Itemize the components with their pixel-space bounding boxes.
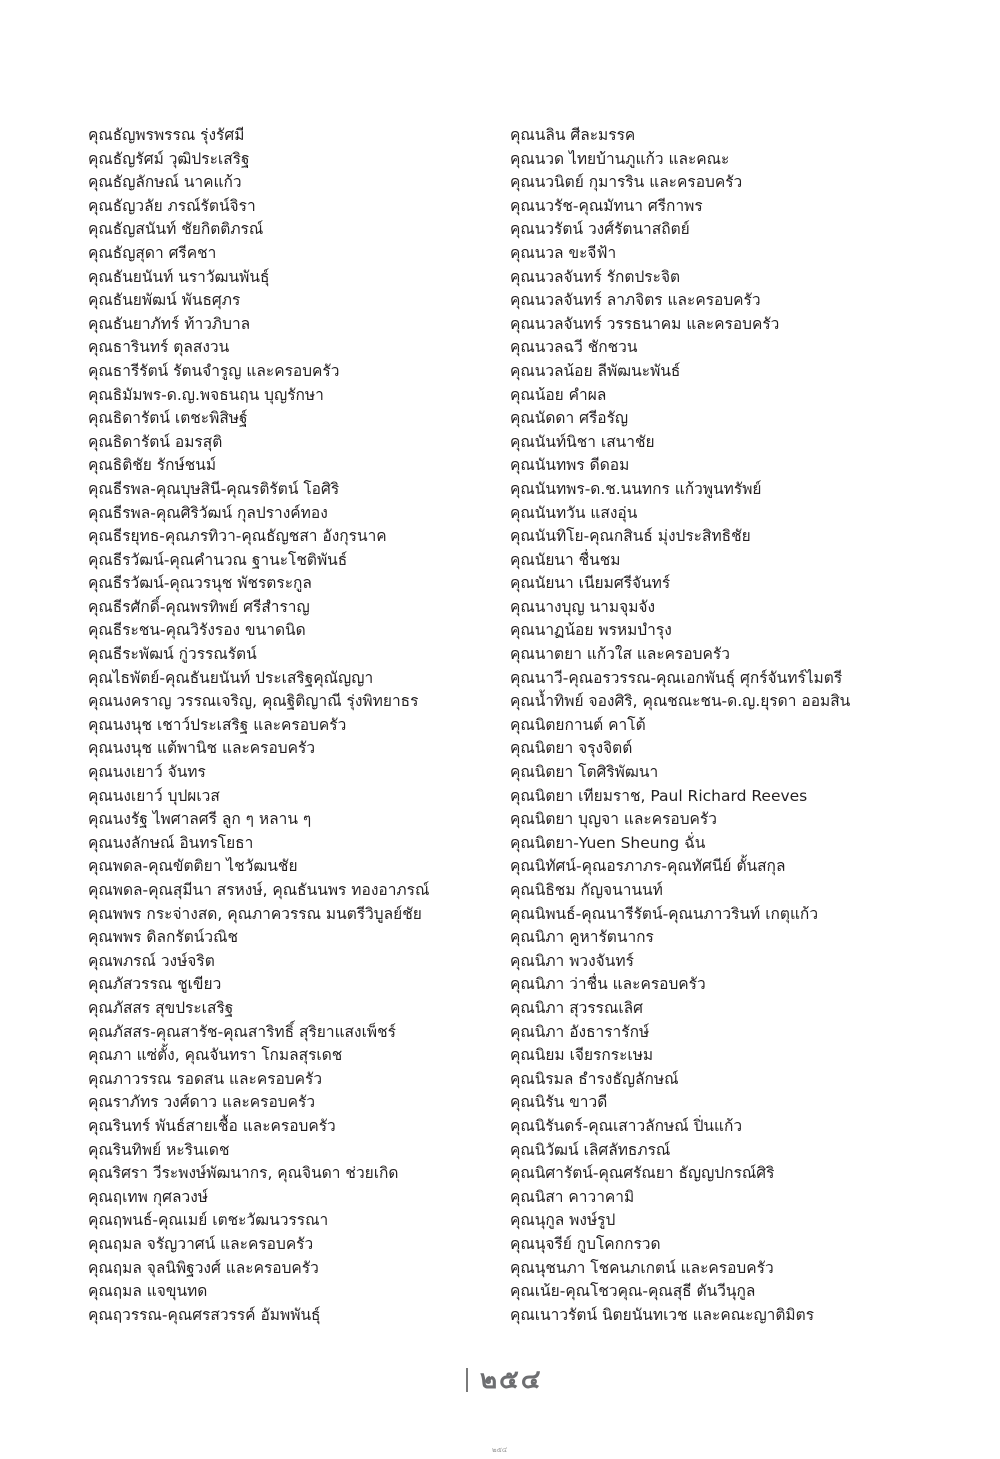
name-entry: คุณนันทพร-ด.ช.นนทกร แก้วพูนทรัพย์ xyxy=(510,479,762,498)
name-entry: คุณน้ำทิพย์ จองศิริ, คุณชณะชน-ด.ญ.ยุรดา ออมสิน xyxy=(510,692,851,711)
name-entry: คุณนิภา ว่าชื่น และครอบครัว xyxy=(510,975,706,994)
name-entry: คุณนิรันดร์-คุณเสาวลักษณ์ ปิ่นแก้ว xyxy=(510,1116,743,1135)
name-entry: คุณนุชนภา โชคนภเกตน์ และครอบครัว xyxy=(510,1258,774,1277)
name-entry: คุณนงรัฐ ไพศาลศรี ลูก ๆ หลาน ๆ xyxy=(88,810,312,829)
name-entry: คุณธีระชน-คุณวิรังรอง ขนาดนิด xyxy=(88,621,306,640)
name-entry: คุณนาตยา แก้วใส และครอบครัว xyxy=(510,645,730,664)
name-entry: คุณธีรยุทธ-คุณภรทิวา-คุณธัญชสา อังกุรนาค xyxy=(88,527,387,546)
name-entry: คุณนวล ขะจีฟ้า xyxy=(510,243,617,262)
name-entry: คุณพพร ดิลกรัตน์วณิช xyxy=(88,928,238,947)
name-entry: คุณนวนิตย์ กุมารริน และครอบครัว xyxy=(510,173,743,192)
name-entry: คุณธันยพัฒน์ พันธศุภร xyxy=(88,291,241,310)
name-entry: คุณภา แซ่ตั้ง, คุณจันทรา โกมลสุรเดช xyxy=(88,1046,343,1065)
name-entry: คุณธัญรัศม์ วุฒิประเสริฐ xyxy=(88,149,250,168)
name-entry: คุณธีรศักดิ์-คุณพรทิพย์ ศรีสำราญ xyxy=(88,597,310,616)
name-entry: คุณฤมล จรัญวาศน์ และครอบครัว xyxy=(88,1234,314,1253)
name-entry: คุณนงเยาว์ บุปผเวส xyxy=(88,786,220,805)
name-entry: คุณนิทัศน์-คุณอรภาภร-คุณทัศนีย์ ตั้นสกุล xyxy=(510,857,786,876)
name-entry: คุณนวรัตน์ วงศ์รัตนาสถิตย์ xyxy=(510,220,690,239)
name-entry: คุณรินทร์ พันธ์สายเชื้อ และครอบครัว xyxy=(88,1116,336,1135)
name-entry: คุณธีรพล-คุณศิริวัฒน์ กุลปรางค์ทอง xyxy=(88,503,328,522)
name-entry: คุณธารินทร์ ตุลสงวน xyxy=(88,338,230,357)
name-entry: คุณนวลจันทร์ รักตประจิต xyxy=(510,267,681,286)
name-entry: คุณธารีรัตน์ รัตนจำรูญ และครอบครัว xyxy=(88,361,340,380)
name-entry: คุณนวลน้อย ลีพัฒนะพันธ์ xyxy=(510,361,681,380)
name-entry: คุณธันยนันท์ นราวัฒนพันธุ์ xyxy=(88,267,270,286)
name-entry: คุณรินทิพย์ หะรินเดช xyxy=(88,1140,230,1159)
name-entry: คุณนันทิโย-คุณกสินธ์ มุ่งประสิทธิชัย xyxy=(510,527,751,546)
name-entry: คุณธัญวลัย ภรณ์รัตน์จิรา xyxy=(88,196,256,215)
name-entry: คุณนิธิชม กัญจนานนท์ xyxy=(510,881,663,899)
name-entry: คุณนันทวัน แสงอุ่น xyxy=(510,503,638,522)
name-entry: คุณธีระพัฒน์ กู่วรรณรัตน์ xyxy=(88,645,257,664)
name-entry: คุณฤวรรณ-คุณศรสวรรค์ อัมพพันธุ์ xyxy=(88,1305,321,1324)
name-entry: คุณภัสสร สุขประเสริฐ xyxy=(88,998,234,1017)
name-entry: คุณฤพนธ์-คุณเมย์ เตชะวัฒนวรรณา xyxy=(88,1211,329,1230)
name-entry: คุณธัญสนันท์ ชัยกิตติภรณ์ xyxy=(88,220,264,239)
name-entry: คุณนิรัน ขาวดี xyxy=(510,1093,608,1112)
name-entry: คุณธันยาภัทร์ ท้าวภิบาล xyxy=(88,314,251,333)
name-entry: คุณนวลจันทร์ ลาภจิตร และครอบครัว xyxy=(510,291,761,310)
name-entry: คุณนันทพร ดีดอม xyxy=(510,456,630,475)
name-entry: คุณนุจรีย์ กูบโคกกรวด xyxy=(510,1234,661,1253)
name-entry: คุณนัยนา ชื่นชม xyxy=(510,550,621,569)
name-entry: คุณนิภา พวงจันทร์ xyxy=(510,951,634,970)
name-entry: คุณภัสวรรณ ชูเขียว xyxy=(88,975,222,994)
name-entry: คุณนันท์นิชา เสนาชัย xyxy=(510,432,655,451)
name-entry: คุณธัญลักษณ์ นาคแก้ว xyxy=(88,173,242,192)
name-entry: คุณพดล-คุณสุมีนา สรหงษ์, คุณธันนพร ทองอาภรณ์ xyxy=(88,881,430,899)
name-list-right xyxy=(510,124,980,1327)
name-entry: คุณนงลักษณ์ อินทรโยธา xyxy=(88,833,254,852)
name-entry: คุณธีรวัฒน์-คุณวรนุช พัชรตระกูล xyxy=(88,574,312,593)
name-entry: คุณนิตยา โตศิริพัฒนา xyxy=(510,763,659,782)
name-entry: คุณนงนุช เชาว์ประเสริฐ และครอบครัว xyxy=(88,715,347,734)
name-entry: คุณริศรา วีระพงษ์พัฒนากร, คุณจินดา ช่วยเกิด xyxy=(88,1164,399,1183)
name-entry: คุณธิมัมพร-ด.ญ.พจธนฤน บุญรักษา xyxy=(88,385,324,404)
page-number: ๒๕๔ xyxy=(480,1365,543,1395)
name-entry: คุณธัญสุดา ศรีคชา xyxy=(88,243,217,262)
name-entry: คุณราภัทร วงศ์ดาว และครอบครัว xyxy=(88,1093,316,1112)
name-entry: คุณนิภา คูหารัตนากร xyxy=(510,928,654,947)
name-entry: คุณธีรพล-คุณบุษสินี-คุณรติรัตน์ โอศิริ xyxy=(88,479,340,498)
name-entry: คุณนลิน ศีละมรรค xyxy=(510,126,636,144)
name-entry: คุณนิตยา บุญจา และครอบครัว xyxy=(510,810,717,829)
name-entry: คุณนาวี-คุณอรวรรณ-คุณเอกพันธุ์ ศุกร์จันทร์ไมตรี xyxy=(510,668,843,687)
name-entry: คุณเนาวรัตน์ นิตยนันทเวช และคณะญาติมิตร xyxy=(510,1305,815,1324)
name-entry: คุณนงเยาว์ จันทร xyxy=(88,763,206,782)
name-entry: คุณนวด ไทยบ้านภูแก้ว และคณะ xyxy=(510,149,730,168)
name-entry: คุณนิรมล ธำรงธัญลักษณ์ xyxy=(510,1069,679,1088)
name-entry: คุณนิศารัตน์-คุณศรัณยา ธัญญปกรณ์ศิริ xyxy=(510,1164,775,1183)
name-entry: คุณพดล-คุณขัตติยา ไชวัฒนชัย xyxy=(88,857,298,876)
name-entry: คุณนิตยา เทียมราช, Paul Richard Reeves xyxy=(510,786,808,805)
name-entry: คุณเน้ย-คุณโชวคุณ-คุณสุธี ตันวีนุกูล xyxy=(510,1282,756,1301)
name-entry: คุณนัดดา ศรีอรัญ xyxy=(510,409,629,428)
name-entry: คุณนิสา คาวาคามิ xyxy=(510,1187,635,1206)
name-entry: คุณนวลจันทร์ วรรธนาคม และครอบครัว xyxy=(510,314,780,333)
name-entry: คุณนงคราญ วรรณเจริญ, คุณฐิติญาณี รุ่งพิทยาธร xyxy=(88,692,419,711)
name-entry: คุณนิพนธ์-คุณนารีรัตน์-คุณนภาวรินท์ เกตุแก้ว xyxy=(510,904,819,923)
name-entry: คุณนิภา สุวรรณเลิศ xyxy=(510,998,644,1017)
name-entry: คุณนิตยกานต์ คาโต้ xyxy=(510,715,646,734)
name-entry: คุณนางบุญ นามจุมจัง xyxy=(510,597,656,616)
name-entry: คุณนัยนา เนียมศรีจันทร์ xyxy=(510,574,671,593)
name-entry: คุณฤมล จุลนิพิฐวงศ์ และครอบครัว xyxy=(88,1258,319,1277)
name-entry: คุณนิภา อังธารารักษ์ xyxy=(510,1022,650,1041)
name-entry: คุณนวรัช-คุณมัทนา ศรีกาพร xyxy=(510,196,703,215)
name-entry: คุณนงนุช แต้พานิช และครอบครัว xyxy=(88,739,316,758)
name-entry: คุณไธพัตย์-คุณธันยนันท์ ประเสริฐคุณัญญา xyxy=(88,668,374,687)
name-entry: คุณธัญพรพรรณ รุ่งรัศมี xyxy=(88,126,245,144)
name-list-left xyxy=(88,124,498,1327)
page-number-divider xyxy=(466,1368,468,1392)
name-entry: คุณนาฏน้อย พรหมบำรุง xyxy=(510,621,672,640)
name-entry: คุณนุกูล พงษ์รูป xyxy=(510,1211,616,1230)
name-entry: คุณภัสสร-คุณสารัช-คุณสาริทธิ์ สุริยาแสงเพ็ชร์ xyxy=(88,1022,396,1041)
name-entry: คุณธิดารัตน์ อมรสุติ xyxy=(88,432,223,451)
name-entry: คุณธีรวัฒน์-คุณคำนวณ ฐานะโชติพันธ์ xyxy=(88,550,348,569)
name-entry: คุณพภรณ์ วงษ์จริต xyxy=(88,951,215,970)
name-entry: คุณนวลฉวี ชักชวน xyxy=(510,338,638,357)
name-entry: คุณธิติชัย รักษ์ชนม์ xyxy=(88,456,217,475)
name-entry: คุณนิยม เจียรกระเษม xyxy=(510,1046,654,1065)
name-entry: คุณนิตยา จรุงจิตต์ xyxy=(510,739,633,758)
name-entry: คุณภาวรรณ รอดสน และครอบครัว xyxy=(88,1069,323,1088)
name-entry: คุณฤเทพ กุศลวงษ์ xyxy=(88,1187,209,1206)
name-entry: คุณธิดารัตน์ เตชะพิสิษฐ์ xyxy=(88,409,248,428)
name-entry: คุณน้อย คำผล xyxy=(510,385,607,404)
name-entry: คุณนิวัฒน์ เลิศลัทธภรณ์ xyxy=(510,1140,671,1159)
page-number-block xyxy=(466,1365,543,1395)
name-entry: คุณนิตยา-Yuen Sheung ฉั่น xyxy=(510,833,706,852)
footer-page-mark: ๒๕๔ xyxy=(492,1446,508,1454)
name-entry: คุณพพร กระจ่างสด, คุณภาควรรณ มนตรีวิบูลย์ชัย xyxy=(88,904,422,923)
name-entry: คุณฤมล แจขุนทด xyxy=(88,1282,208,1301)
